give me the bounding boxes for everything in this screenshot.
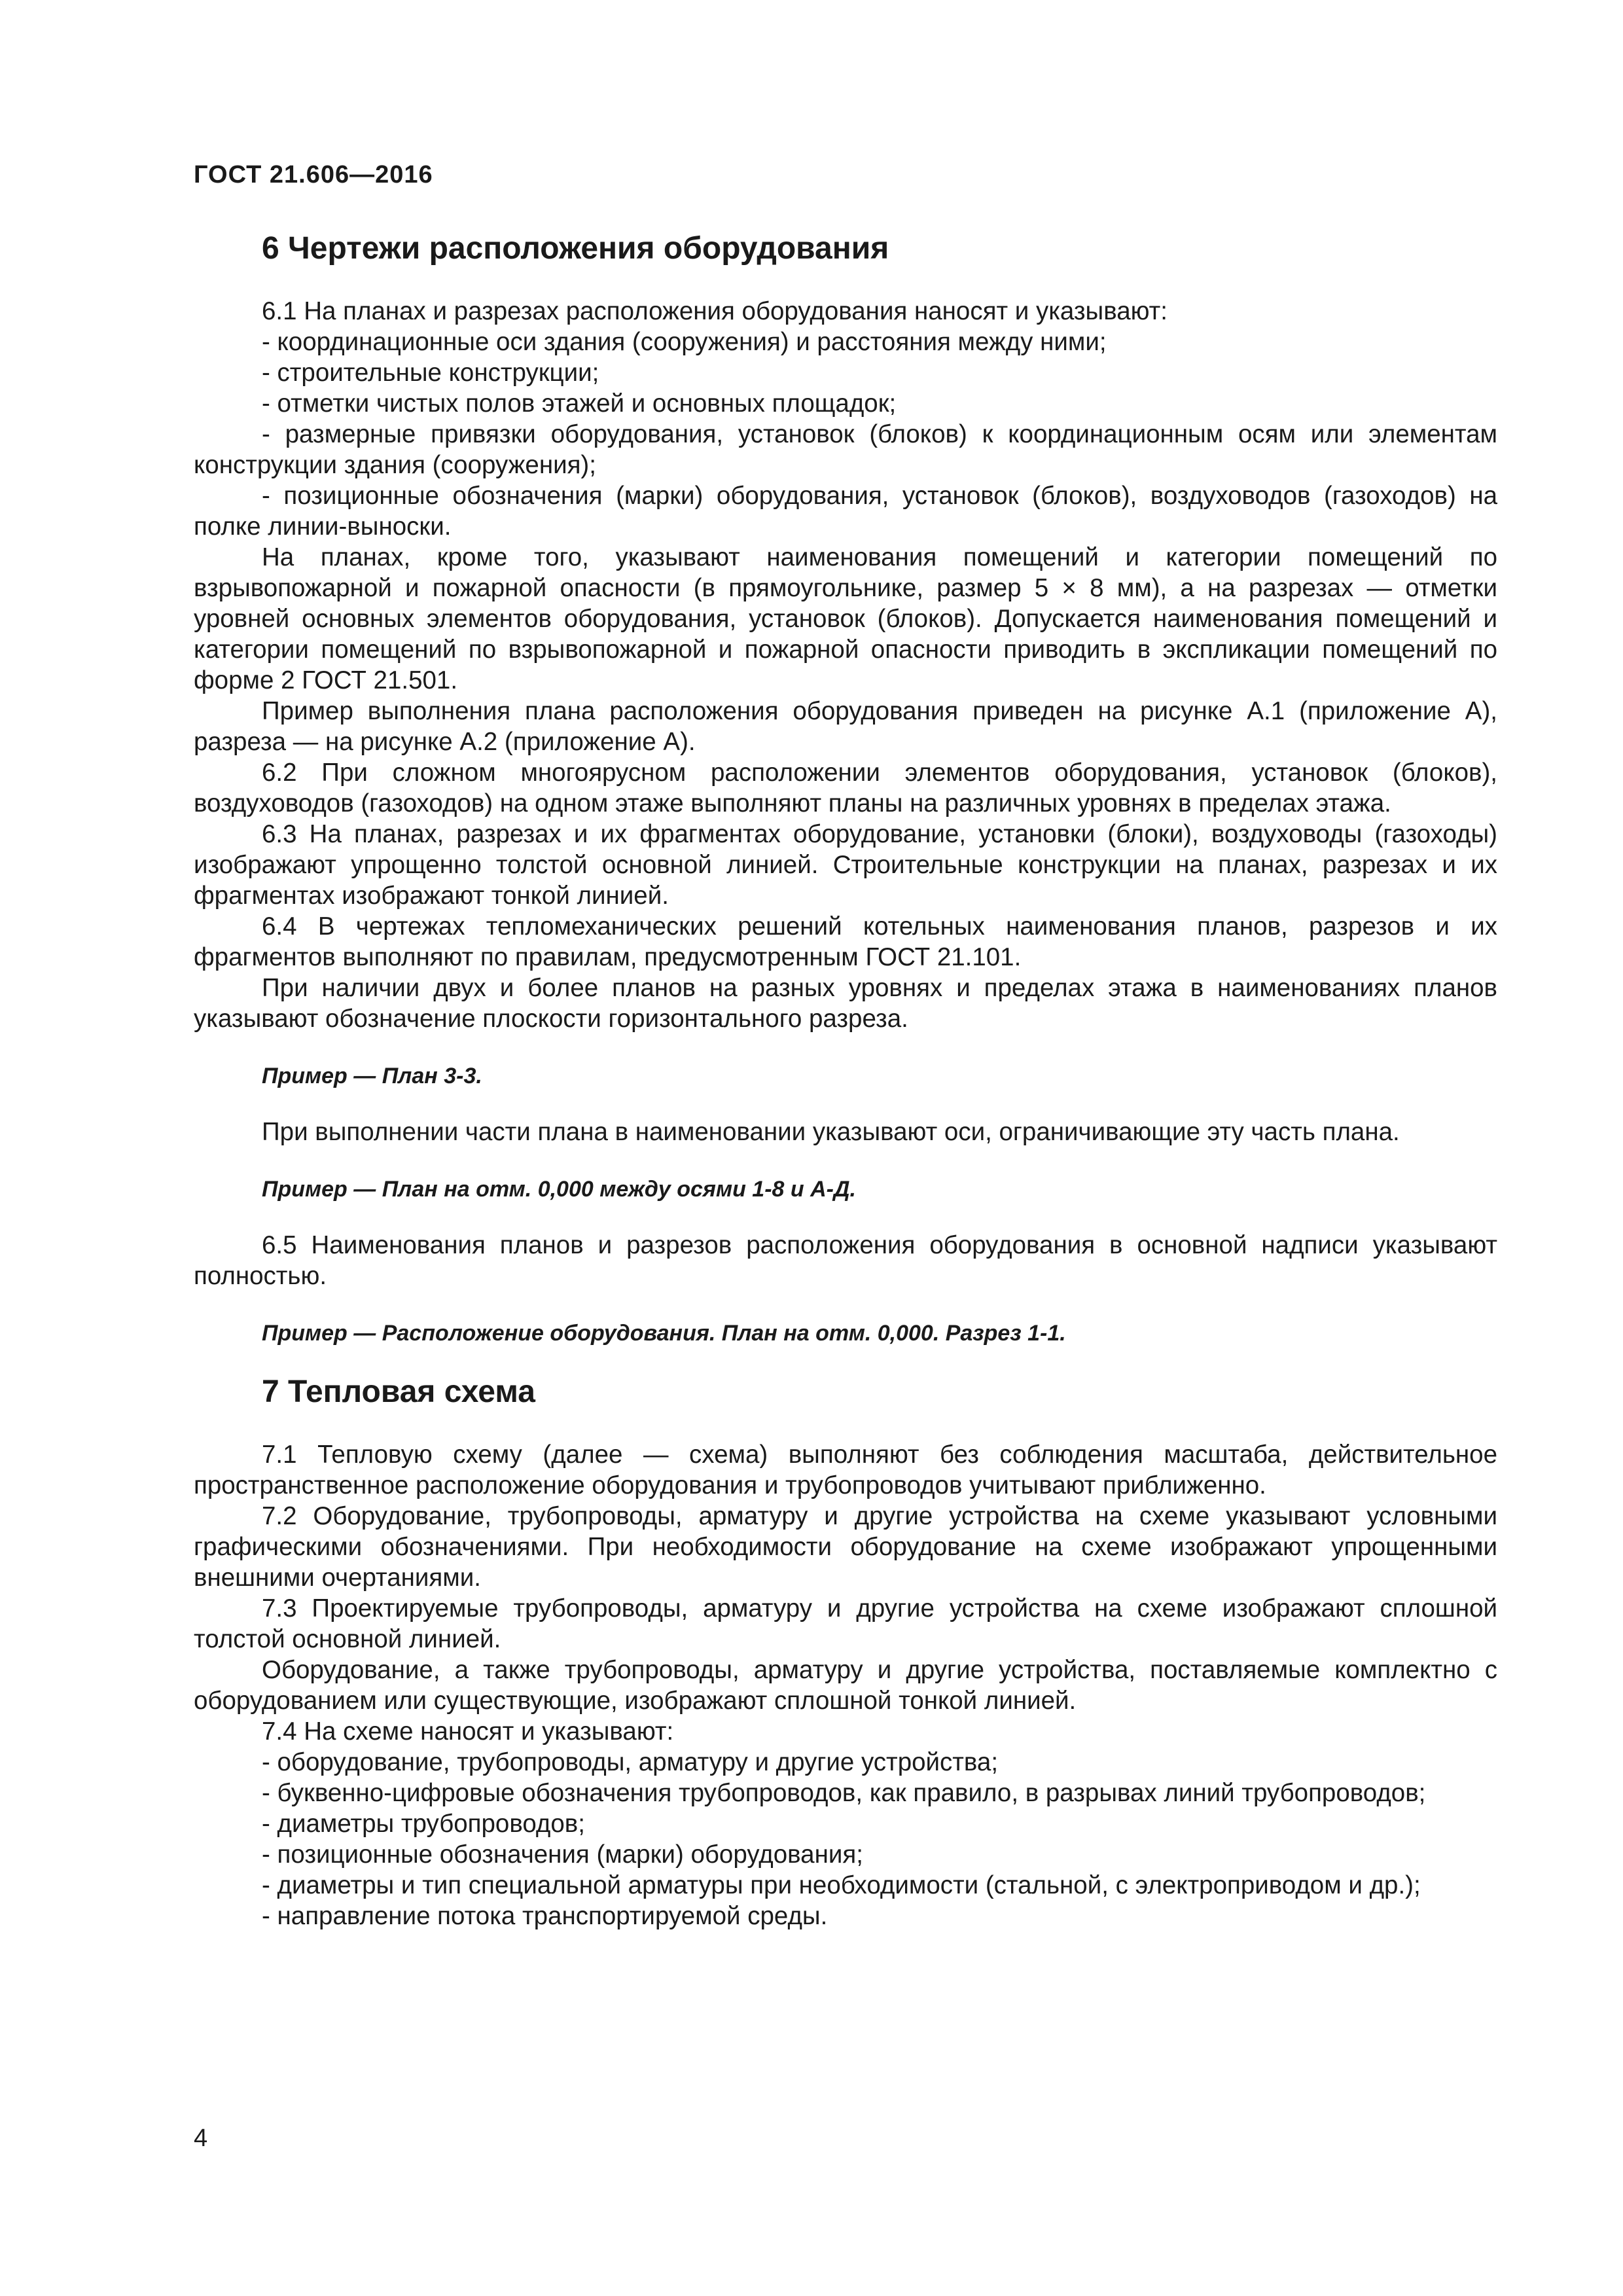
list-item: - направление потока транспортируемой среды.: [262, 1902, 828, 1930]
paragraph-7-1: 7.1 Тепловую схему (далее — схема) выполняют без соблюдения масштаба, действительное пространственное расположение оборудования и трубопроводов учитывают приближенно.: [194, 1441, 1497, 1499]
example-1: Пример — План 3-3.: [262, 1064, 482, 1088]
list-item: - строительные конструкции;: [262, 359, 599, 387]
list-item: - диаметры трубопроводов;: [262, 1810, 585, 1838]
section-6-title: 6 Чертежи расположения оборудования: [262, 231, 889, 266]
paragraph-7-4: 7.4 На схеме наносят и указывают:: [262, 1717, 674, 1746]
paragraph-two-plans: При наличии двух и более планов на разных уровнях и пределах этажа в наименованиях планов указывают обозначение плоскости горизонтального разреза.: [194, 974, 1497, 1033]
paragraph-plans: На планах, кроме того, указывают наименования помещений и категории помещений по взрывопожарной и пожарной опасности (в прямоугольнике, размер 5 × 8 мм), а на разрезах — отметки уровней основных элементов оборудования, установок (блоков). Допускается наименования помещений и категории помещений по взрывопожарной и пожарной опасности приводить в экспликации помещений по форме 2 ГОСТ 21.501.: [194, 543, 1497, 694]
paragraph-6-4: 6.4 В чертежах тепломеханических решений котельных наименования планов, разрезов и их фрагментов выполняют по правилам, предусмотренным ГОСТ 21.101.: [194, 912, 1497, 971]
document-body: [194, 230, 1497, 1931]
list-item: - координационные оси здания (сооружения) и расстояния между ними;: [262, 328, 1107, 356]
paragraph-example-ref: Пример выполнения плана расположения оборудования приведен на рисунке А.1 (приложение А), разреза — на рисунке А.2 (приложение А).: [194, 697, 1497, 756]
paragraph-equipment: Оборудование, а также трубопроводы, арматуру и другие устройства, поставляемые комплектно с оборудованием или существующие, изображают сплошной тонкой линией.: [194, 1656, 1497, 1715]
page-number: 4: [194, 2125, 208, 2152]
list-item: - диаметры и тип специальной арматуры при необходимости (стальной, с электроприводом и др.);: [262, 1871, 1421, 1899]
paragraph-7-2: 7.2 Оборудование, трубопроводы, арматуру и другие устройства на схеме указывают условными графическими обозначениями. При необходимости оборудование на схеме изображают упрощенными внешними очертаниями.: [194, 1502, 1497, 1592]
paragraph-6-2: 6.2 При сложном многоярусном расположении элементов оборудования, установок (блоков), воздуховодов (газоходов) на одном этаже выполняют планы на различных уровнях в пределах этажа.: [194, 759, 1497, 817]
example-3: Пример — Расположение оборудования. План на отм. 0,000. Разрез 1-1.: [262, 1321, 1066, 1346]
list-item: - размерные привязки оборудования, установок (блоков) к координационным осям или элементам конструкции здания (сооружения);: [194, 420, 1497, 479]
list-item: - позиционные обозначения (марки) оборудования, установок (блоков), воздуховодов (газоходов) на полке линии-выноски.: [194, 482, 1497, 541]
list-item: - отметки чистых полов этажей и основных площадок;: [262, 389, 897, 418]
paragraph-6-3: 6.3 На планах, разрезах и их фрагментах оборудование, установки (блоки), воздуховоды (газоходы) изображают упрощенно толстой основной линией. Строительные конструкции на планах, разрезах и их фрагментах изображают тонкой линией.: [194, 820, 1497, 910]
example-2: Пример — План на отм. 0,000 между осями 1-8 и А-Д.: [262, 1177, 856, 1202]
list-item: - буквенно-цифровые обозначения трубопроводов, как правило, в разрывах линий трубопроводов;: [262, 1779, 1426, 1807]
section-7-title: 7 Тепловая схема: [262, 1374, 535, 1409]
document-header: ГОСТ 21.606—2016: [194, 161, 433, 188]
list-item: - оборудование, трубопроводы, арматуру и другие устройства;: [262, 1748, 999, 1776]
paragraph-7-3: 7.3 Проектируемые трубопроводы, арматуру и другие устройства на схеме изображают сплошной толстой основной линией.: [194, 1594, 1497, 1653]
list-item: - позиционные обозначения (марки) оборудования;: [262, 1840, 863, 1869]
paragraph-6-5: 6.5 Наименования планов и разрезов расположения оборудования в основной надписи указывают полностью.: [194, 1231, 1497, 1290]
paragraph-part-plan: При выполнении части плана в наименовании указывают оси, ограничивающие эту часть плана.: [262, 1118, 1400, 1146]
paragraph-6-1: 6.1 На планах и разрезах расположения оборудования наносят и указывают:: [262, 297, 1168, 325]
